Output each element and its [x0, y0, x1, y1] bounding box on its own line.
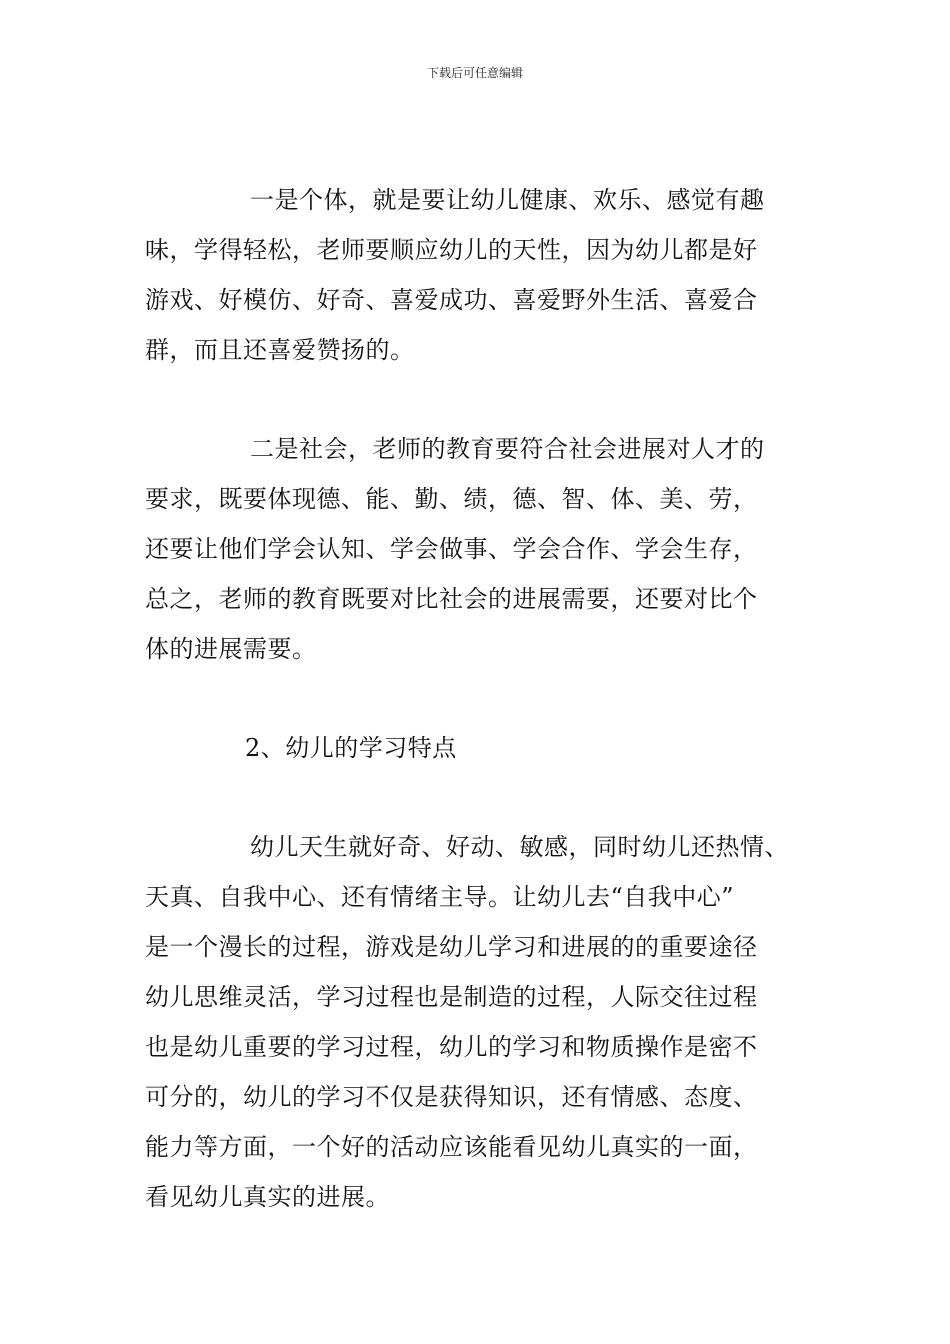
- paragraph-3-line-6: 可分的，幼儿的学习不仅是获得知识，还有情感、态度、: [145, 1083, 758, 1111]
- paragraph-3-line-8: 看见幼儿真实的进展。: [145, 1183, 390, 1211]
- paragraph-2-line-2: 要求，既要体现德、能、勤、绩，德、智、体、美、劳，: [145, 485, 758, 513]
- paragraph-2-line-1: 二是社会，老师的教育要符合社会进展对人才的: [250, 435, 765, 463]
- paragraph-2-line-4: 总之，老师的教育既要对比社会的进展需要，还要对比个: [145, 585, 758, 613]
- paragraph-3-line-3: 是一个漫长的过程，游戏是幼儿学习和进展的的重要途径: [145, 933, 758, 961]
- paragraph-1-line-2: 味，学得轻松，老师要顺应幼儿的天性，因为幼儿都是好: [145, 236, 758, 264]
- paragraph-3-line-1: 幼儿天生就好奇、好动、敏感，同时幼儿还热情、: [250, 833, 789, 861]
- paragraph-2-line-5: 体的进展需要。: [145, 635, 317, 663]
- paragraph-1-line-1: 一是个体，就是要让幼儿健康、欢乐、感觉有趣: [250, 186, 765, 214]
- page-header: 下载后可任意编辑: [426, 66, 523, 80]
- paragraph-1-line-3: 游戏、好模仿、好奇、喜爱成功、喜爱野外生活、喜爱合: [145, 286, 758, 314]
- paragraph-3-line-4: 幼儿思维灵活，学习过程也是制造的过程，人际交往过程: [145, 983, 758, 1011]
- paragraph-3-line-2: 天真、自我中心、还有情绪主导。让幼儿去“自我中心”: [145, 883, 735, 911]
- paragraph-3-line-7: 能力等方面，一个好的活动应该能看见幼儿真实的一面，: [145, 1133, 758, 1161]
- paragraph-3-line-5: 也是幼儿重要的学习过程，幼儿的学习和物质操作是密不: [145, 1033, 758, 1061]
- paragraph-2-line-3: 还要让他们学会认知、学会做事、学会合作、学会生存，: [145, 535, 758, 563]
- paragraph-1-line-4: 群，而且还喜爱赞扬的。: [145, 336, 415, 364]
- section-heading: 2、幼儿的学习特点: [245, 734, 457, 762]
